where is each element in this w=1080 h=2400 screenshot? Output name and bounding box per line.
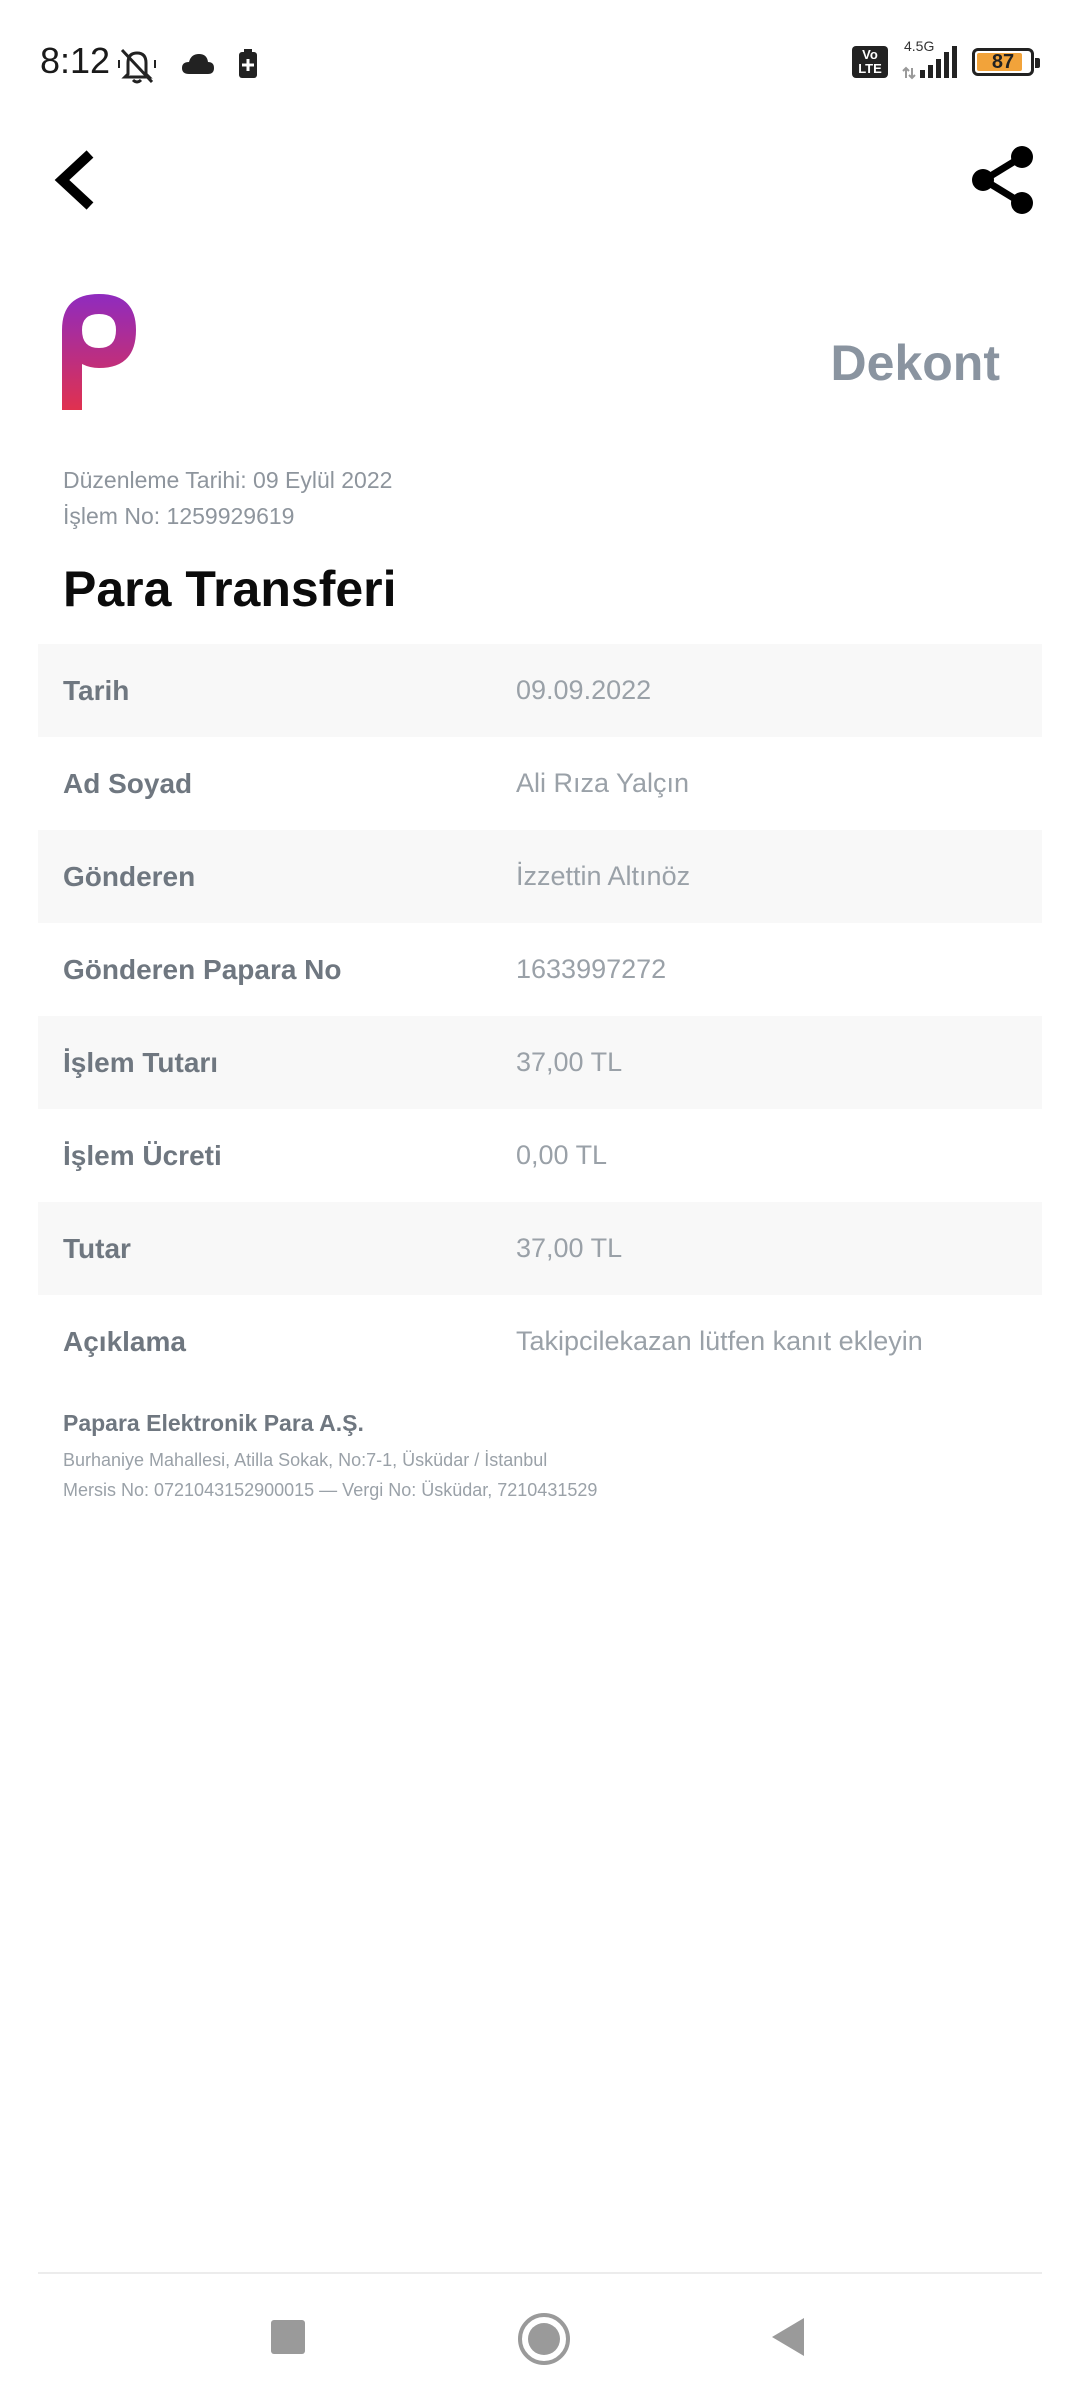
transaction-number: İşlem No: 1259929619 xyxy=(63,503,295,529)
row-value: İzzettin Altınöz xyxy=(516,861,691,891)
company-address: Burhaniye Mahallesi, Atilla Sokak, No:7-1, Üsküdar / İstanbul xyxy=(63,1450,548,1470)
row-label: Tarih xyxy=(63,674,130,706)
page-title: Para Transferi xyxy=(63,561,397,617)
company-name: Papara Elektronik Para A.Ş. xyxy=(63,1410,364,1436)
recents-button[interactable] xyxy=(271,2320,305,2354)
network-type: 4.5G xyxy=(904,38,935,54)
status-icons-left xyxy=(114,44,260,84)
table-row xyxy=(38,1202,1042,1295)
row-label: İşlem Tutarı xyxy=(63,1046,219,1078)
back-button[interactable] xyxy=(50,148,110,212)
row-value: 37,00 TL xyxy=(516,1047,623,1077)
signal-icon xyxy=(900,44,960,80)
share-button[interactable] xyxy=(968,144,1038,216)
share-icon xyxy=(968,144,1038,216)
company-info xyxy=(63,1410,597,1505)
circle-icon xyxy=(528,2323,560,2355)
status-bar xyxy=(0,0,1080,120)
table-row xyxy=(38,1295,1042,1388)
row-value: 37,00 TL xyxy=(516,1233,623,1263)
row-value: 0,00 TL xyxy=(516,1140,608,1170)
home-button[interactable] xyxy=(518,2313,570,2365)
company-registry: Mersis No: 0721043152900015 — Vergi No: Üsküdar, 7210431529 xyxy=(63,1480,598,1500)
cloud-icon xyxy=(180,52,216,76)
papara-logo xyxy=(60,292,138,412)
row-label: Tutar xyxy=(63,1232,131,1264)
battery-level: 87 xyxy=(991,51,1015,73)
document-label: Dekont xyxy=(830,335,1000,391)
status-time: 8:12 xyxy=(40,40,111,81)
row-label: Gönderen Papara No xyxy=(63,953,342,985)
nav-back-button[interactable] xyxy=(770,2316,806,2358)
table-row xyxy=(38,1109,1042,1202)
battery-icon xyxy=(972,48,1034,76)
table-row xyxy=(38,1016,1042,1109)
chevron-left-icon xyxy=(50,148,110,212)
table-row xyxy=(38,644,1042,737)
nav-divider xyxy=(38,2272,1042,2274)
row-label: İşlem Ücreti xyxy=(63,1139,222,1171)
signal-group xyxy=(900,38,960,80)
volte-badge: Vo LTE xyxy=(852,46,888,78)
row-value: 09.09.2022 xyxy=(516,675,652,705)
row-label: Gönderen xyxy=(63,860,196,892)
issue-date: Düzenleme Tarihi: 09 Eylül 2022 xyxy=(63,467,393,493)
table-row xyxy=(38,737,1042,830)
mute-icon xyxy=(114,44,160,84)
row-label: Ad Soyad xyxy=(63,767,193,799)
row-value: Ali Rıza Yalçın xyxy=(516,768,690,798)
details-table xyxy=(38,644,1042,1388)
row-label: Açıklama xyxy=(63,1325,186,1357)
receipt-meta xyxy=(63,462,392,534)
table-row xyxy=(38,923,1042,1016)
triangle-back-icon xyxy=(770,2316,806,2358)
row-value: Takipcilekazan lütfen kanıt ekleyin xyxy=(516,1326,923,1356)
status-icons-right xyxy=(852,38,1034,80)
row-value: 1633997272 xyxy=(516,954,667,984)
papara-logo-icon xyxy=(60,292,138,412)
battery-saver-icon xyxy=(236,48,260,80)
table-row xyxy=(38,830,1042,923)
battery-cap xyxy=(1035,58,1040,68)
